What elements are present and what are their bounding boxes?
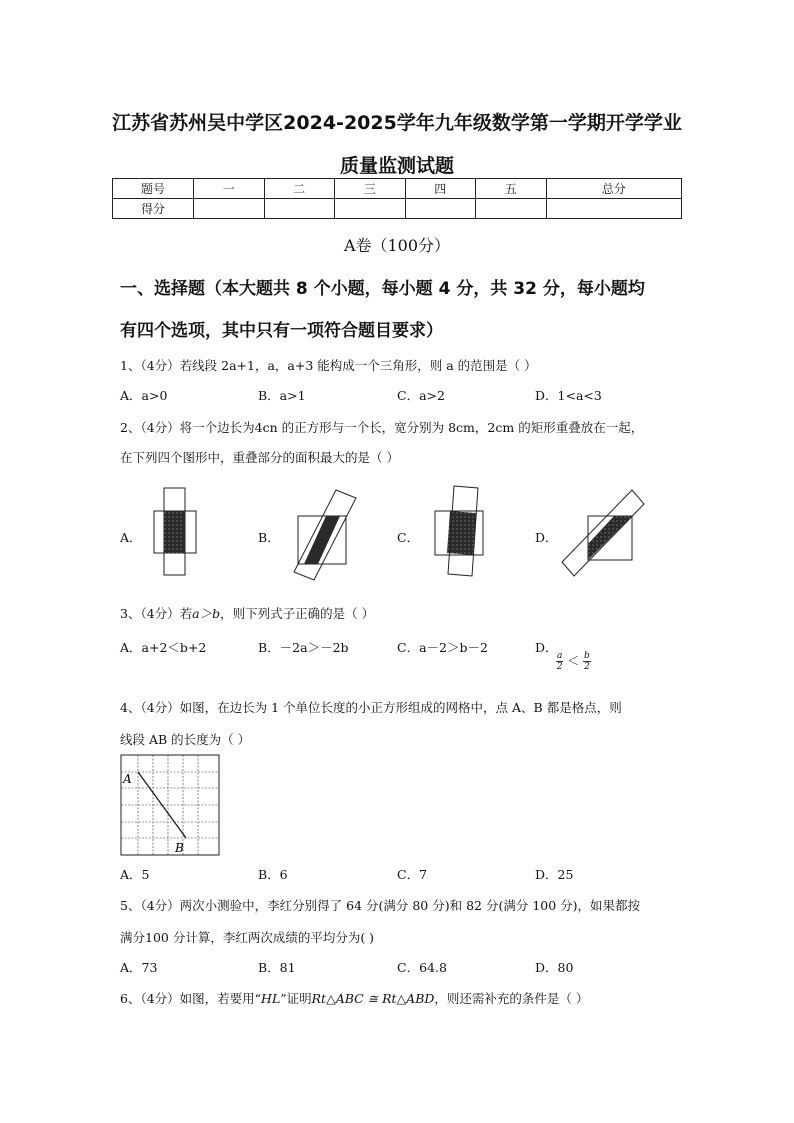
- q2-option-d-label[interactable]: D．: [535, 530, 558, 545]
- score-input-cell[interactable]: [476, 199, 547, 219]
- section1-heading-line1: 一、选择题（本大题共 8 个小题，每小题 4 分，共 32 分，每小题均: [120, 279, 645, 299]
- score-row-label: 得分: [113, 199, 194, 219]
- q5-option-d[interactable]: D．80: [535, 960, 574, 975]
- q1-option-a[interactable]: A．a>0: [120, 388, 168, 403]
- q4-option-c[interactable]: C．7: [397, 867, 428, 882]
- q3-option-d-label: D．: [535, 640, 558, 655]
- q2-figure-b: [290, 484, 360, 584]
- q3-condition: a＞b: [192, 606, 221, 621]
- q4-stem-line1: 4、（4分）如图，在边长为 1 个单位长度的小正方形组成的网格中，点 A、B 都是格点，则: [120, 700, 622, 715]
- score-table: [112, 178, 682, 219]
- q6-expression: Rt△ABC ≅ Rt△ABD: [311, 991, 435, 1006]
- score-header-cell: 二: [264, 179, 335, 199]
- score-input-cell[interactable]: [405, 199, 476, 219]
- q4-option-d[interactable]: D．25: [535, 867, 574, 882]
- score-input-cell[interactable]: [264, 199, 335, 219]
- q3-option-c[interactable]: C．a－2＞b－2: [397, 640, 488, 655]
- score-table-header-row: [113, 179, 682, 199]
- score-table-score-row: [113, 199, 682, 219]
- q3-stem-suffix: ，则下列式子正确的是（ ）: [220, 606, 375, 621]
- q2-option-b-label[interactable]: B．: [258, 530, 280, 545]
- q3-stem: [120, 604, 374, 622]
- q5-option-b[interactable]: B．81: [258, 960, 296, 975]
- q5-stem-line1: 5、（4分）两次小测验中，李红分别得了 64 分(满分 80 分)和 82 分(满分 100 分)，如果都按: [120, 898, 641, 913]
- q1-option-b[interactable]: B．a>1: [258, 388, 306, 403]
- q1-stem: 1、（4分）若线段 2a+1，a，a+3 能构成一个三角形，则 a 的范围是（ ）: [120, 358, 537, 373]
- q1-option-d[interactable]: D．1<a<3: [535, 388, 602, 403]
- q2-figure-c: [428, 484, 488, 580]
- score-input-cell[interactable]: [335, 199, 406, 219]
- score-header-cell: 五: [476, 179, 547, 199]
- q3-option-b[interactable]: B．－2a＞－2b: [258, 640, 349, 655]
- q6-stem-suffix: ，则还需补充的条件是（ ）: [434, 991, 589, 1006]
- q2-stem-line1: 2、（4分）将一个边长为4cn 的正方形与一个长，宽分别为 8cm，2cm 的矩形重叠放在一起，: [120, 420, 644, 435]
- q5-option-a[interactable]: A．73: [120, 960, 158, 975]
- q3-option-d[interactable]: [535, 638, 558, 656]
- q3-option-a[interactable]: A．a+2＜b+2: [120, 640, 207, 655]
- fraction-b-over-2: $\frac{b}{2}$: [584, 651, 590, 672]
- title-line-2: 质量监测试题: [339, 155, 454, 177]
- q5-option-c[interactable]: C．64.8: [397, 960, 447, 975]
- score-header-cell: 三: [335, 179, 406, 199]
- q4-stem-line2: 线段 AB 的长度为（ ）: [120, 732, 251, 747]
- q2-option-a-label[interactable]: A．: [120, 530, 142, 545]
- score-header-cell: 四: [405, 179, 476, 199]
- q6-stem-mid: ”证明: [280, 991, 312, 1006]
- q5-stem-line2: 满分100 分计算，李红两次成绩的平均分为( ): [120, 930, 375, 945]
- q1-option-c[interactable]: C．a>2: [397, 388, 445, 403]
- q4-grid-figure: [118, 752, 222, 858]
- q2-figure-d: [556, 484, 656, 584]
- q6-stem: [120, 989, 588, 1007]
- title-line-1: 江苏省苏州吴中学区2024-2025学年九年级数学第一学期开学学业: [112, 112, 682, 134]
- q4-option-a[interactable]: A．5: [120, 867, 150, 882]
- q6-stem-prefix: 6、（4分）如图，若要用“: [120, 991, 262, 1006]
- section-a-heading: A卷（100分）: [343, 236, 451, 255]
- score-header-cell: 题号: [113, 179, 194, 199]
- point-a-label: A: [123, 772, 132, 786]
- section1-heading-line2: 有四个选项，其中只有一项符合题目要求）: [120, 321, 443, 341]
- score-header-cell: 一: [194, 179, 265, 199]
- q6-hl: HL: [261, 991, 281, 1006]
- q2-figure-a: [148, 484, 208, 580]
- point-b-label: B: [175, 841, 184, 855]
- less-than-sign: ＜: [567, 654, 580, 668]
- q3-option-d-fraction: [556, 651, 591, 672]
- score-input-cell[interactable]: [546, 199, 682, 219]
- q4-option-b[interactable]: B．6: [258, 867, 288, 882]
- q3-stem-prefix: 3、（4分）若: [120, 606, 193, 621]
- score-header-cell: 总分: [546, 179, 682, 199]
- q2-stem-line2: 在下列四个图形中，重叠部分的面积最大的是（ ）: [120, 450, 399, 465]
- fraction-a-over-2: $\frac{a}{2}$: [556, 651, 563, 672]
- q2-option-c-label[interactable]: C．: [397, 530, 420, 545]
- score-input-cell[interactable]: [194, 199, 265, 219]
